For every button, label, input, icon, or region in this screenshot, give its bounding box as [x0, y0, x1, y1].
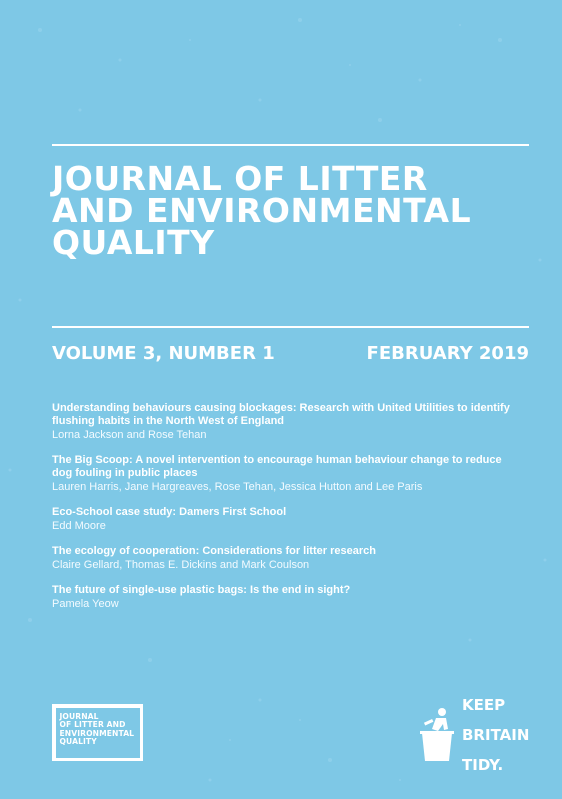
publisher-line: BRITAIN	[462, 725, 530, 744]
article-title: Eco-School case study: Damers First School	[52, 506, 287, 518]
article-item	[52, 584, 522, 612]
article-title: Understanding behaviours causing blockages: Research with United Utilities to identify flushing habits in the North West of England	[52, 402, 510, 427]
article-item	[52, 506, 522, 534]
journal-logo-line: ENVIRONMENTAL	[59, 728, 135, 738]
journal-title	[52, 159, 529, 262]
issue-info	[52, 343, 529, 364]
article-authors: Lorna Jackson and Rose Tehan	[52, 429, 207, 441]
article-authors: Lauren Harris, Jane Hargreaves, Rose Tehan, Jessica Hutton and Lee Paris	[52, 481, 423, 493]
tidyman-bin-icon	[418, 707, 458, 763]
title-line: QUALITY	[52, 223, 215, 262]
title-line: JOURNAL OF LITTER	[52, 159, 428, 198]
title-line: AND ENVIRONMENTAL	[52, 191, 472, 230]
top-divider	[52, 144, 529, 146]
article-authors: Edd Moore	[52, 520, 106, 532]
publisher-line: KEEP	[462, 695, 506, 714]
middle-divider	[52, 326, 529, 328]
issue-date: FEBRUARY 2019	[366, 343, 529, 364]
article-authors: Claire Gellard, Thomas E. Dickins and Mark Coulson	[52, 559, 310, 571]
article-item	[52, 402, 522, 443]
publisher-line: TIDY.	[462, 755, 504, 774]
article-item	[52, 545, 522, 573]
article-title: The future of single-use plastic bags: Is the end in sight?	[52, 584, 351, 596]
article-item	[52, 454, 522, 495]
keep-britain-tidy-logo	[418, 695, 533, 774]
article-list	[52, 402, 522, 623]
journal-logo-line: OF LITTER AND	[59, 720, 126, 729]
volume-number: VOLUME 3, NUMBER 1	[52, 343, 275, 364]
journal-logo-text	[56, 708, 140, 758]
article-title: The ecology of cooperation: Considerations for litter research	[52, 545, 376, 557]
article-title: The Big Scoop: A novel intervention to encourage human behaviour change to reduce dog fouling in public places	[52, 454, 502, 479]
publisher-wordmark	[462, 683, 529, 788]
journal-logo-line: JOURNAL	[59, 711, 99, 721]
article-authors: Pamela Yeow	[52, 598, 119, 610]
journal-logo-line: QUALITY	[59, 737, 97, 746]
journal-logo	[52, 704, 143, 761]
